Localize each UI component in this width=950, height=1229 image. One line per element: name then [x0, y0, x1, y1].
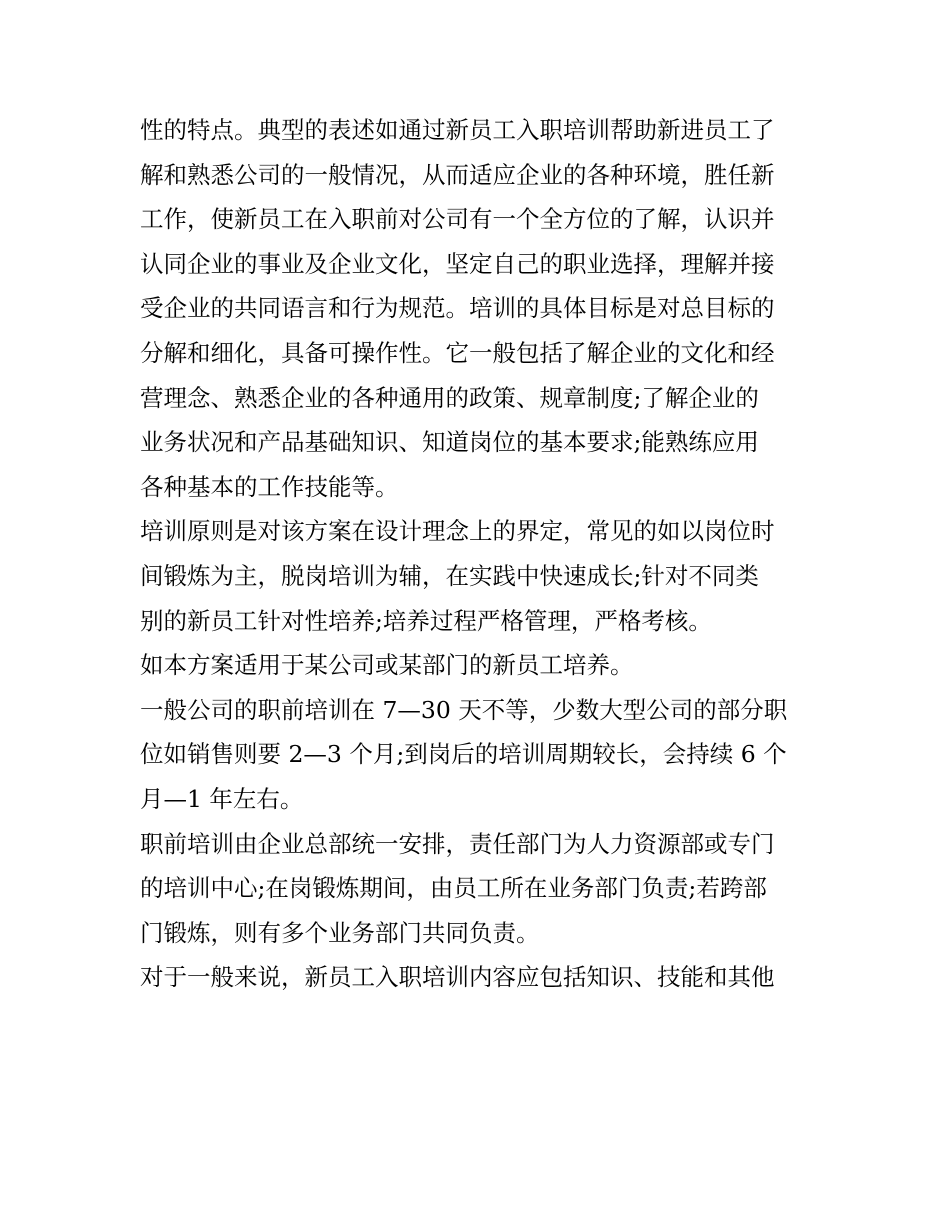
text-line-7: 营理念、熟悉企业的各种通用的政策、规章制度;了解企业的 [140, 383, 759, 412]
text-line-3: 工作，使新员工在入职前对公司有一个全方位的了解，认识并 [140, 205, 775, 234]
text-line-16: 月—1 年左右。 [140, 784, 304, 813]
text-line-4: 认同企业的事业及企业文化，坚定自己的职业选择，理解并接 [140, 249, 775, 278]
text-line-12: 别的新员工针对性培养;培养过程严格管理，严格考核。 [140, 606, 712, 635]
text-line-20: 对于一般来说，新员工入职培训内容应包括知识、技能和其他 [140, 963, 775, 992]
text-line-6: 分解和细化，具备可操作性。它一般包括了解企业的文化和经 [140, 338, 775, 367]
text-line-10: 培训原则是对该方案在设计理念上的界定，常见的如以岗位时 [140, 517, 775, 546]
text-line-1: 性的特点。典型的表述如通过新员工入职培训帮助新进员工了 [140, 116, 775, 144]
text-line-13: 如本方案适用于某公司或某部门的新员工培养。 [140, 651, 634, 680]
text-line-11: 间锻炼为主，脱岗培训为辅，在实践中快速成长;针对不同类 [140, 561, 759, 590]
text-line-8: 业务状况和产品基础知识、知道岗位的基本要求;能熟练应用 [140, 428, 759, 457]
text-line-15: 位如销售则要 2—3 个月;到岗后的培训周期较长，会持续 6 个 [140, 740, 787, 769]
text-line-19: 门锻炼，则有多个业务部门共同负责。 [140, 918, 540, 947]
text-line-9: 各种基本的工作技能等。 [140, 472, 399, 501]
text-line-2: 解和熟悉公司的一般情况，从而适应企业的各种环境，胜任新 [140, 160, 775, 189]
text-line-17: 职前培训由企业总部统一安排，责任部门为人力资源部或专门 [140, 829, 775, 858]
body-text [140, 108, 820, 1000]
text-line-18: 的培训中心;在岗锻炼期间，由员工所在业务部门负责;若跨部 [140, 874, 767, 903]
text-line-5: 受企业的共同语言和行为规范。培训的具体目标是对总目标的 [140, 294, 775, 323]
text-line-14: 一般公司的职前培训在 7—30 天不等，少数大型公司的部分职 [140, 695, 788, 724]
